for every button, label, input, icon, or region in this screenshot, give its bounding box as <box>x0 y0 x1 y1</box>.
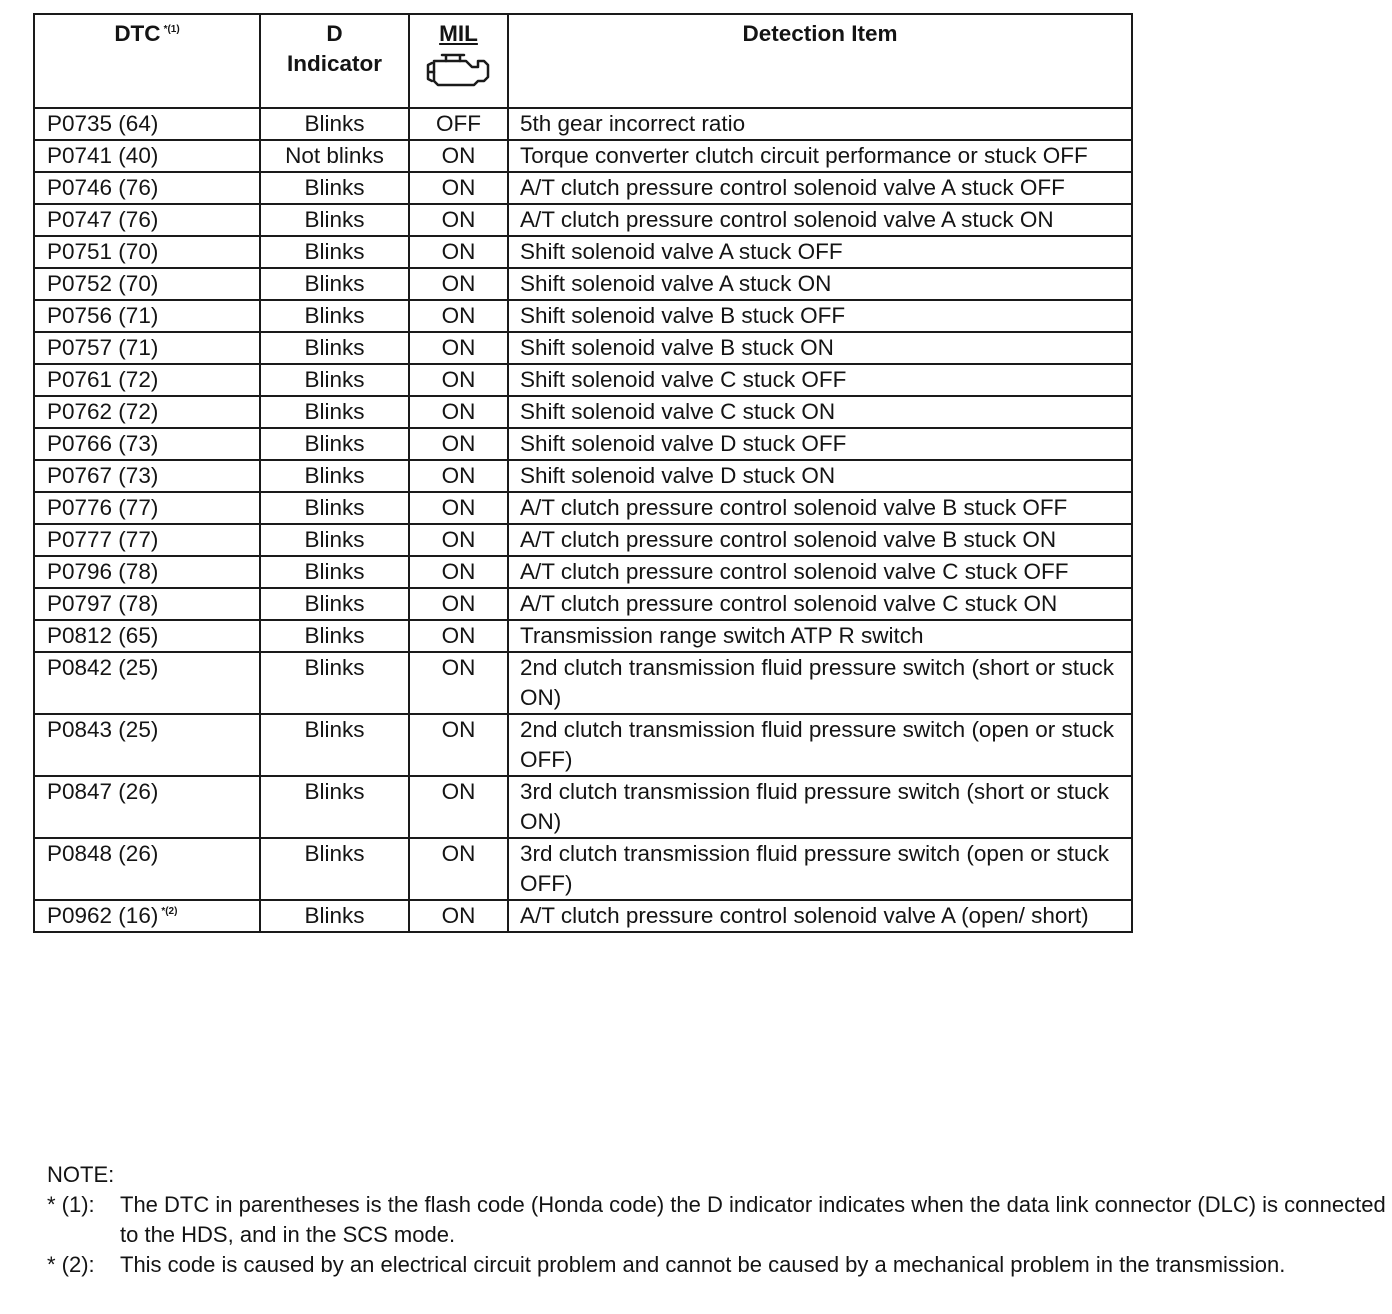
mil-cell: OFF <box>409 108 508 140</box>
dtc-code: P0756 (71) <box>47 303 159 328</box>
dtc-code: P0751 (70) <box>47 239 159 264</box>
indicator-cell: Not blinks <box>260 140 409 172</box>
detection-cell: Shift solenoid valve D stuck OFF <box>508 428 1132 460</box>
header-detection: Detection Item <box>508 14 1132 108</box>
table-row <box>34 524 1132 556</box>
dtc-code: P0752 (70) <box>47 271 159 296</box>
indicator-cell: Blinks <box>260 524 409 556</box>
mil-cell: ON <box>409 492 508 524</box>
indicator-cell: Blinks <box>260 364 409 396</box>
check-engine-icon <box>426 51 492 89</box>
mil-cell: ON <box>409 776 508 838</box>
header-dtc <box>34 14 260 108</box>
note-marker-1: * (1): <box>47 1192 95 1217</box>
mil-cell: ON <box>409 460 508 492</box>
dtc-code: P0767 (73) <box>47 463 159 488</box>
indicator-cell: Blinks <box>260 556 409 588</box>
header-mil <box>409 14 508 108</box>
dtc-footnote: *(2) <box>161 906 178 917</box>
dtc-cell <box>34 620 260 652</box>
detection-cell: A/T clutch pressure control solenoid valve B stuck OFF <box>508 492 1132 524</box>
dtc-cell <box>34 108 260 140</box>
detection-cell: 2nd clutch transmission fluid pressure switch (short or stuck ON) <box>508 652 1132 714</box>
indicator-cell: Blinks <box>260 492 409 524</box>
dtc-cell <box>34 140 260 172</box>
table-row <box>34 620 1132 652</box>
header-mil-label: MIL <box>439 21 478 46</box>
dtc-cell <box>34 236 260 268</box>
mil-cell: ON <box>409 396 508 428</box>
dtc-cell <box>34 364 260 396</box>
dtc-code: P0762 (72) <box>47 399 159 424</box>
indicator-cell: Blinks <box>260 396 409 428</box>
mil-cell: ON <box>409 332 508 364</box>
detection-cell: A/T clutch pressure control solenoid valve A (open/ short) <box>508 900 1132 932</box>
mil-cell: ON <box>409 300 508 332</box>
dtc-code: P0797 (78) <box>47 591 159 616</box>
mil-cell: ON <box>409 172 508 204</box>
dtc-cell <box>34 556 260 588</box>
table-row <box>34 268 1132 300</box>
mil-cell: ON <box>409 714 508 776</box>
dtc-code: P0741 (40) <box>47 143 159 168</box>
dtc-code: P0848 (26) <box>47 841 159 866</box>
indicator-cell: Blinks <box>260 204 409 236</box>
mil-cell: ON <box>409 268 508 300</box>
indicator-cell: Blinks <box>260 620 409 652</box>
dtc-code: P0843 (25) <box>47 717 159 742</box>
table-row <box>34 364 1132 396</box>
note-item-2 <box>47 1250 1387 1280</box>
dtc-code: P0746 (76) <box>47 175 159 200</box>
mil-cell: ON <box>409 652 508 714</box>
detection-cell: A/T clutch pressure control solenoid valve C stuck ON <box>508 588 1132 620</box>
dtc-cell <box>34 714 260 776</box>
dtc-code: P0812 (65) <box>47 623 159 648</box>
indicator-cell: Blinks <box>260 838 409 900</box>
table-row <box>34 588 1132 620</box>
indicator-cell: Blinks <box>260 108 409 140</box>
detection-cell: 3rd clutch transmission fluid pressure switch (open or stuck OFF) <box>508 838 1132 900</box>
table-row <box>34 108 1132 140</box>
mil-cell: ON <box>409 364 508 396</box>
table-body <box>34 108 1132 932</box>
table-row <box>34 172 1132 204</box>
detection-cell: A/T clutch pressure control solenoid valve B stuck ON <box>508 524 1132 556</box>
indicator-cell: Blinks <box>260 714 409 776</box>
note-marker-2: * (2): <box>47 1252 95 1277</box>
table-row <box>34 838 1132 900</box>
table-row <box>34 236 1132 268</box>
table-header-row <box>34 14 1132 108</box>
header-indicator-line2: Indicator <box>286 51 382 76</box>
table-row <box>34 900 1132 932</box>
indicator-cell: Blinks <box>260 428 409 460</box>
indicator-cell: Blinks <box>260 172 409 204</box>
dtc-code: P0847 (26) <box>47 779 159 804</box>
dtc-code: P0766 (73) <box>47 431 159 456</box>
mil-cell: ON <box>409 620 508 652</box>
dtc-cell <box>34 524 260 556</box>
dtc-cell <box>34 588 260 620</box>
dtc-code: P0776 (77) <box>47 495 159 520</box>
detection-cell: Shift solenoid valve A stuck OFF <box>508 236 1132 268</box>
dtc-cell <box>34 652 260 714</box>
note-text-2: This code is caused by an electrical circuit problem and cannot be caused by a mechanical problem in the transmission. <box>120 1252 1286 1277</box>
dtc-cell <box>34 838 260 900</box>
table-row <box>34 428 1132 460</box>
dtc-cell <box>34 172 260 204</box>
detection-cell: A/T clutch pressure control solenoid valve A stuck OFF <box>508 172 1132 204</box>
detection-cell: Shift solenoid valve D stuck ON <box>508 460 1132 492</box>
table-row <box>34 776 1132 838</box>
dtc-cell <box>34 396 260 428</box>
indicator-cell: Blinks <box>260 652 409 714</box>
table-row <box>34 492 1132 524</box>
dtc-cell <box>34 268 260 300</box>
mil-cell: ON <box>409 428 508 460</box>
dtc-cell <box>34 900 260 932</box>
table-row <box>34 714 1132 776</box>
dtc-code: P0757 (71) <box>47 335 159 360</box>
indicator-cell: Blinks <box>260 300 409 332</box>
table-row <box>34 396 1132 428</box>
indicator-cell: Blinks <box>260 236 409 268</box>
notes-section <box>47 1160 1387 1280</box>
dtc-cell <box>34 300 260 332</box>
mil-cell: ON <box>409 838 508 900</box>
dtc-code: P0842 (25) <box>47 655 159 680</box>
indicator-cell: Blinks <box>260 268 409 300</box>
indicator-cell: Blinks <box>260 900 409 932</box>
header-dtc-footnote: *(1) <box>163 24 180 35</box>
mil-cell: ON <box>409 236 508 268</box>
note-item-1 <box>47 1190 1387 1250</box>
detection-cell: A/T clutch pressure control solenoid valve C stuck OFF <box>508 556 1132 588</box>
notes-title: NOTE: <box>47 1162 115 1187</box>
table-row <box>34 204 1132 236</box>
detection-cell: Shift solenoid valve C stuck OFF <box>508 364 1132 396</box>
header-indicator <box>260 14 409 108</box>
mil-cell: ON <box>409 140 508 172</box>
detection-cell: 3rd clutch transmission fluid pressure switch (short or stuck ON) <box>508 776 1132 838</box>
detection-cell: Shift solenoid valve A stuck ON <box>508 268 1132 300</box>
table-row <box>34 652 1132 714</box>
dtc-code: P0747 (76) <box>47 207 159 232</box>
dtc-code: P0777 (77) <box>47 527 159 552</box>
note-text-1: The DTC in parentheses is the flash code (Honda code) the D indicator indicates when the data link connector (DLC) is connected to the HDS, and in the SCS mode. <box>120 1192 1386 1247</box>
mil-cell: ON <box>409 524 508 556</box>
dtc-cell <box>34 332 260 364</box>
table-row <box>34 332 1132 364</box>
dtc-code: P0761 (72) <box>47 367 159 392</box>
table-row <box>34 140 1132 172</box>
detection-cell: Shift solenoid valve B stuck OFF <box>508 300 1132 332</box>
dtc-table <box>33 13 1133 933</box>
detection-cell: A/T clutch pressure control solenoid valve A stuck ON <box>508 204 1132 236</box>
table-row <box>34 556 1132 588</box>
detection-cell: Shift solenoid valve B stuck ON <box>508 332 1132 364</box>
mil-cell: ON <box>409 204 508 236</box>
indicator-cell: Blinks <box>260 588 409 620</box>
indicator-cell: Blinks <box>260 776 409 838</box>
dtc-code: P0796 (78) <box>47 559 159 584</box>
mil-cell: ON <box>409 588 508 620</box>
detection-cell: 5th gear incorrect ratio <box>508 108 1132 140</box>
indicator-cell: Blinks <box>260 332 409 364</box>
header-dtc-label: DTC <box>114 21 161 46</box>
dtc-cell <box>34 204 260 236</box>
dtc-cell <box>34 460 260 492</box>
mil-cell: ON <box>409 556 508 588</box>
table-row <box>34 300 1132 332</box>
detection-cell: Torque converter clutch circuit performance or stuck OFF <box>508 140 1132 172</box>
indicator-cell: Blinks <box>260 460 409 492</box>
header-indicator-line1: D <box>326 21 343 46</box>
detection-cell: Transmission range switch ATP R switch <box>508 620 1132 652</box>
dtc-cell <box>34 492 260 524</box>
detection-cell: Shift solenoid valve C stuck ON <box>508 396 1132 428</box>
dtc-code: P0735 (64) <box>47 111 159 136</box>
mil-cell: ON <box>409 900 508 932</box>
detection-cell: 2nd clutch transmission fluid pressure switch (open or stuck OFF) <box>508 714 1132 776</box>
dtc-code: P0962 (16) <box>47 903 159 928</box>
dtc-cell <box>34 428 260 460</box>
dtc-cell <box>34 776 260 838</box>
table-row <box>34 460 1132 492</box>
